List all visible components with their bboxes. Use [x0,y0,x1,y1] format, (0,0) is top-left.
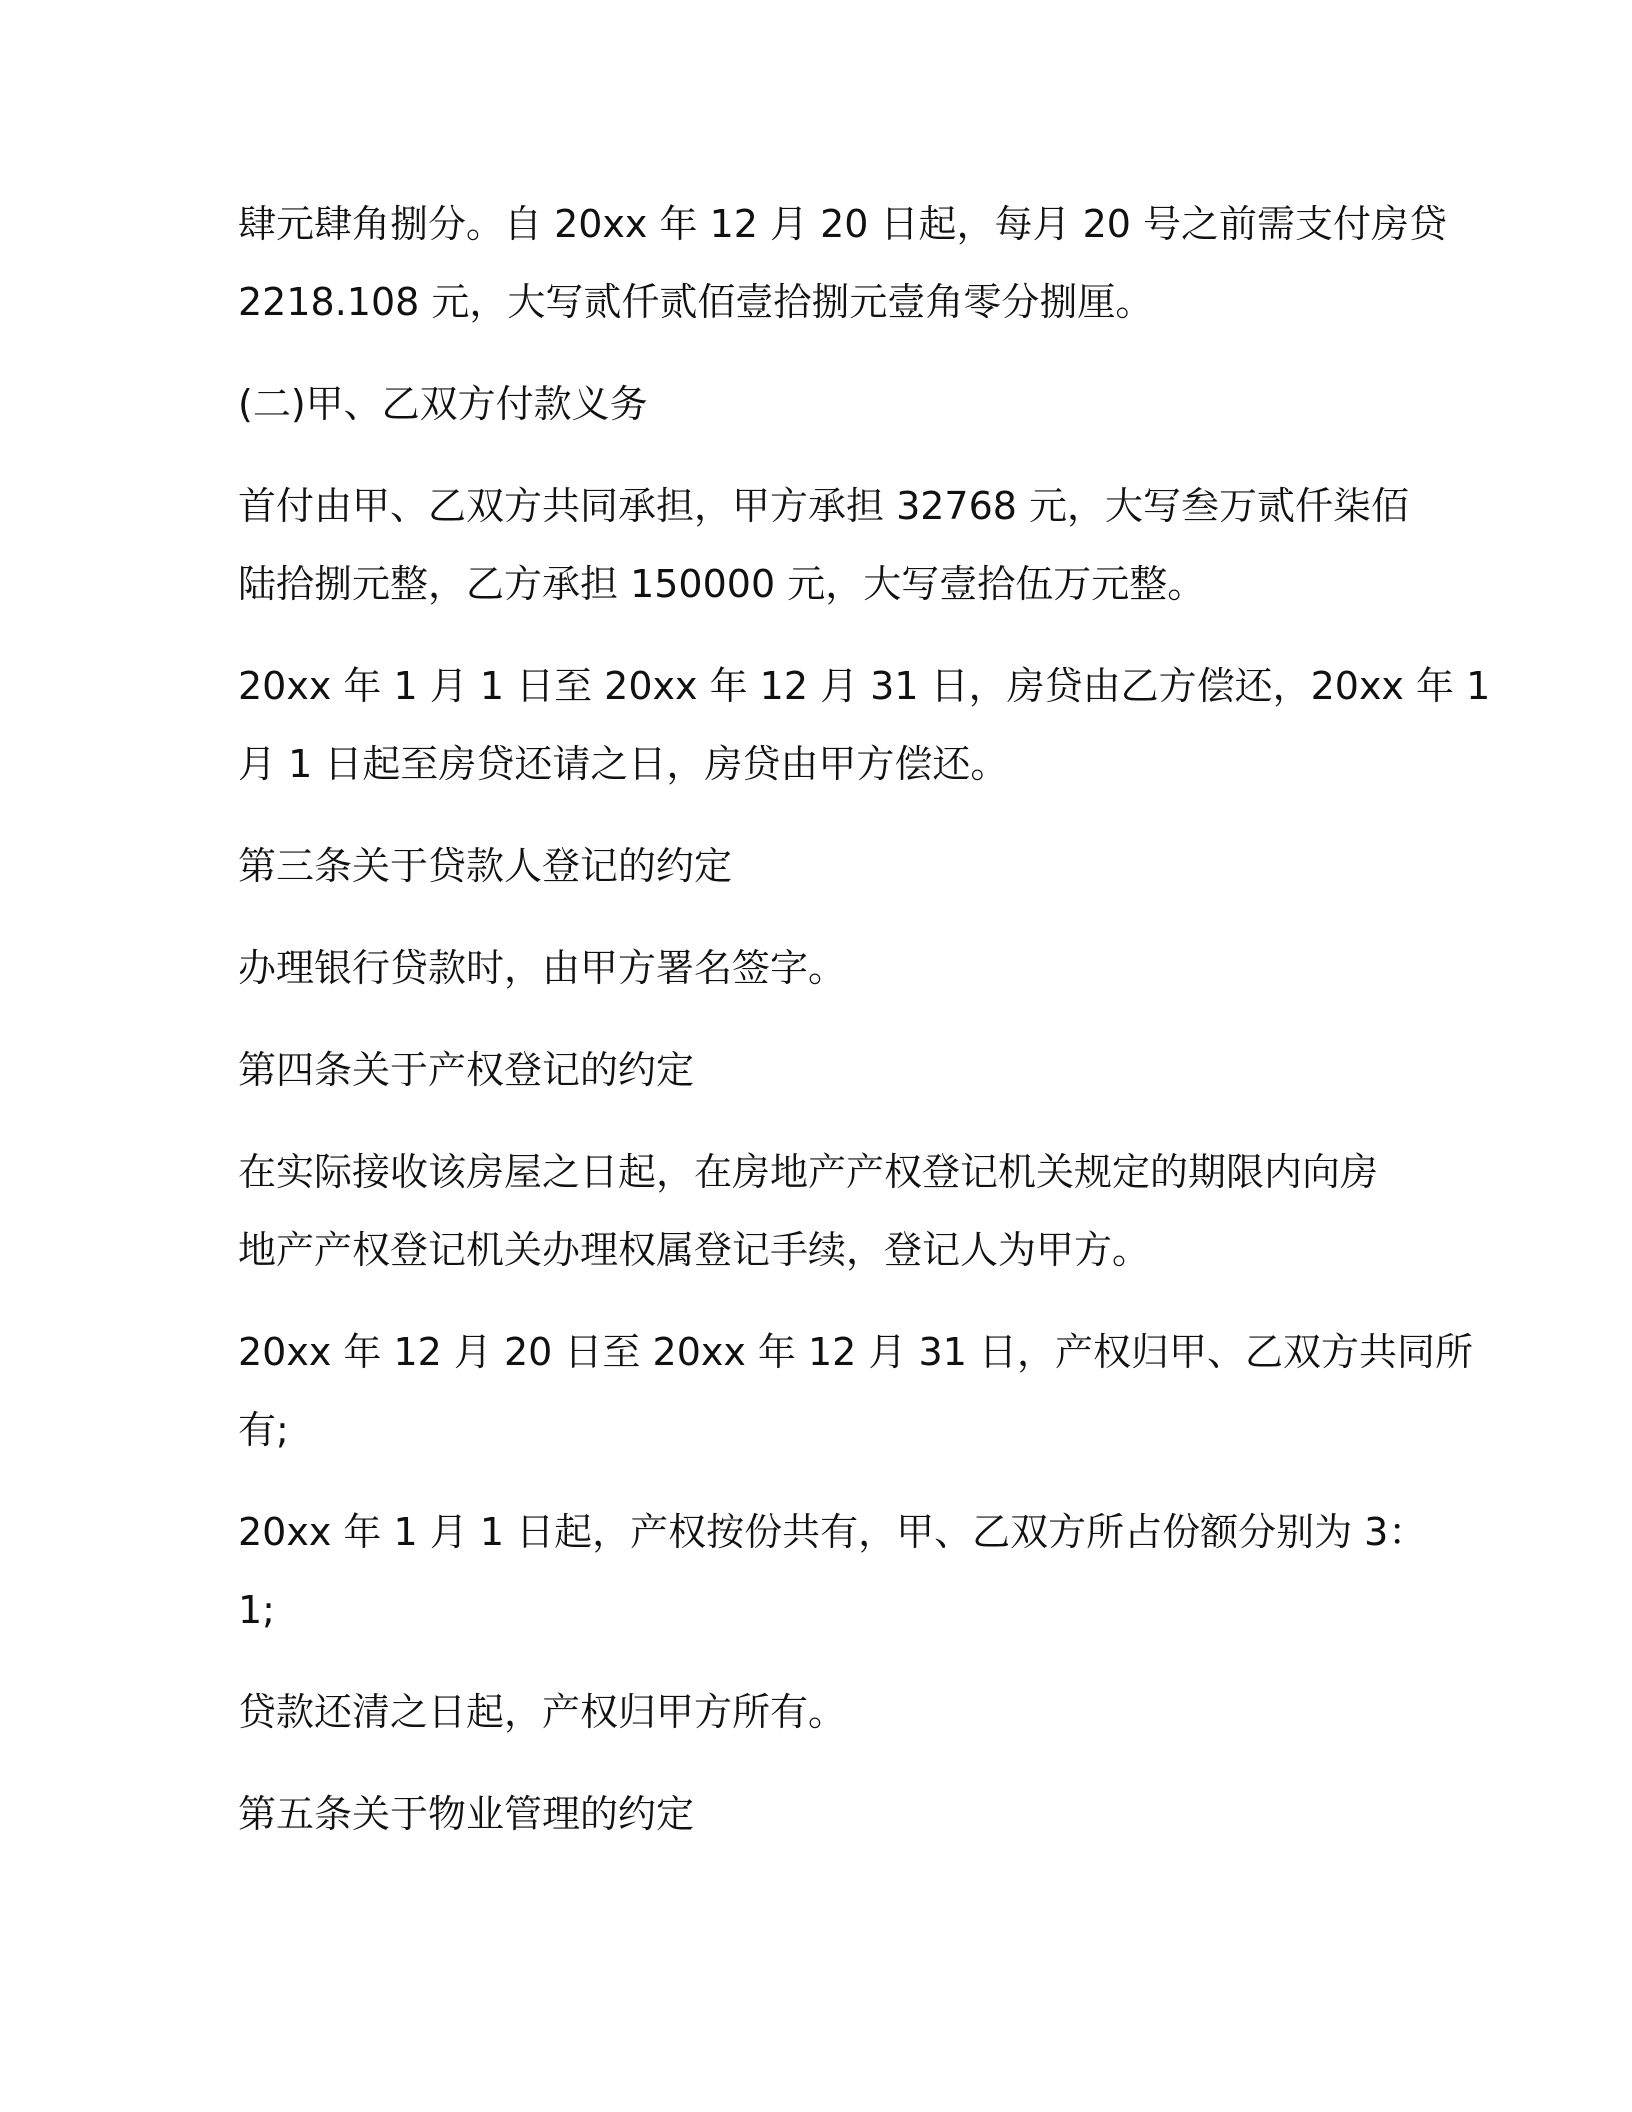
article-heading-4 [238,1031,1398,1109]
article-heading-3 [238,827,1398,905]
text-line: 有; [238,1408,289,1452]
text-line: 第三条关于贷款人登记的约定 [238,844,733,888]
text-line: 办理银行贷款时，由甲方署名签字。 [238,946,847,990]
text-line: 陆拾捌元整，乙方承担 150000 元，大写壹拾伍万元整。 [238,562,1206,606]
text-line: 首付由甲、乙双方共同承担，甲方承担 32768 元，大写叁万贰仟柒佰 [238,484,1410,528]
text-line: 1; [238,1588,275,1632]
text-line: 20xx 年 1 月 1 日起，产权按份共有，甲、乙双方所占份额分别为 3： [238,1510,1427,1554]
text-line: 2218.108 元，大写贰仟贰佰壹拾捌元壹角零分捌厘。 [238,280,1154,324]
article-heading-5 [238,1775,1398,1853]
text-line: 20xx 年 1 月 1 日至 20xx 年 12 月 31 日，房贷由乙方偿还，20xx 年 1 [238,664,1491,708]
paragraph-property-registration [238,1133,1398,1289]
text-line: 第五条关于物业管理的约定 [238,1792,695,1836]
text-line: 第四条关于产权登记的约定 [238,1048,695,1092]
paragraph-joint-ownership [238,1313,1473,1469]
text-line: 月 1 日起至房贷还请之日，房贷由甲方偿还。 [238,742,1009,786]
paragraph-down-payment [238,467,1410,623]
paragraph-repayment-schedule [238,647,1491,803]
text-line: 地产产权登记机关办理权属登记手续，登记人为甲方。 [238,1228,1151,1272]
text-line: 20xx 年 12 月 20 日至 20xx 年 12 月 31 日，产权归甲、乙双方共同所 [238,1330,1473,1374]
paragraph-share-ratio [238,1493,1427,1649]
section-heading-payment-obligations [238,365,1398,443]
paragraph-loan-signature [238,929,1398,1007]
text-line: 贷款还清之日起，产权归甲方所有。 [238,1690,847,1734]
document-body [238,185,1491,1877]
text-line: 在实际接收该房屋之日起，在房地产产权登记机关规定的期限内向房 [238,1150,1379,1194]
paragraph-mortgage-payment [238,185,1448,341]
text-line: 肆元肆角捌分。自 20xx 年 12 月 20 日起，每月 20 号之前需支付房贷 [238,202,1448,246]
paragraph-full-ownership [238,1673,1398,1751]
text-line: (二)甲、乙双方付款义务 [238,382,648,426]
